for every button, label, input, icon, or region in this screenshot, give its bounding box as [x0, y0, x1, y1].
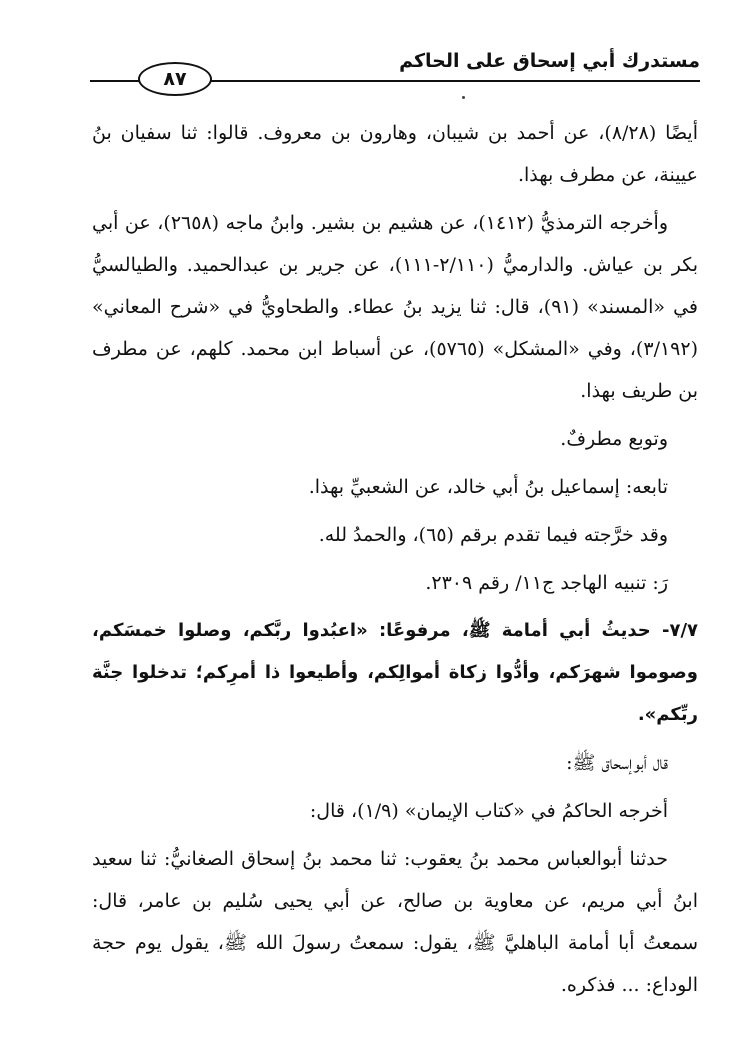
hadith-heading: ٧/٧- حديثُ أبي أمامة ﷺ، مرفوعًا: «اعبُدوا ربَّكم، وصلوا خمسَكم، وصوموا شهرَكم، وأدُّوا زكاة أموالِكم، وأطيعوا ذا أمرِكم؛ تدخلوا جنَّة ربِّكم». [92, 620, 698, 725]
ink-dot [462, 96, 465, 99]
page-body [92, 112, 698, 1012]
paragraph-8: قال أبوإسحاق ﷺ: [566, 752, 668, 774]
page-header [90, 44, 700, 88]
paragraph-6: رَ: تنبيه الهاجد ج١١/ رقم ٢٣٠٩. [425, 572, 668, 594]
paragraph-9: أخرجه الحاكمُ في «كتاب الإيمان» (١/٩)، قال: [309, 800, 668, 822]
paragraph-4: تابعه: إسماعيل بنُ أبي خالد، عن الشعبيِّ بهذا. [308, 476, 668, 498]
paragraph-1: أيضًا (٨/٢٨)، عن أحمد بن شيبان، وهارون بن معروف. قالوا: ثنا سفيان بنُ عيينة، عن مطرف بهذا. [92, 122, 698, 186]
page-number-badge: ٨٧ [138, 62, 212, 96]
paragraph-5: وقد خرَّجته فيما تقدم برقم (٦٥)، والحمدُ لله. [318, 524, 668, 546]
paragraph-2: وأخرجه الترمذيُّ (١٤١٢)، عن هشيم بن بشير. وابنُ ماجه (٢٦٥٨)، عن أبي بكر بن عياش. والدارميُّ (٢/١١٠-١١١)، عن جرير بن عبدالحميد. والطيالسيُّ في «المسند» (٩١)، قال: ثنا يزيد بنُ عطاء. والطحاويُّ في «شرح المعاني» (٣/١٩٢)، وفي «المشكل» (٥٧٦٥)، عن أسباط ابن محمد. كلهم، عن مطرف بن طريف بهذا. [92, 212, 699, 402]
running-title: مستدرك أبي إسحاق على الحاكم [399, 50, 700, 72]
paragraph-3: وتوبع مطرفٌ. [560, 428, 668, 450]
paragraph-10: حدثنا أبوالعباس محمد بنُ يعقوب: ثنا محمد بنُ إسحاق الصغانيُّ: ثنا سعيد ابنُ أبي مريم، عن معاوية بن صالح، عن أبي يحيى سُليم بن عامر، قال: سمعتُ أبا أمامة الباهليَّ ﷺ، يقول: سمعتُ رسولَ الله ﷺ، يقول يوم حجة الوداع: ... فذكره. [92, 848, 698, 996]
